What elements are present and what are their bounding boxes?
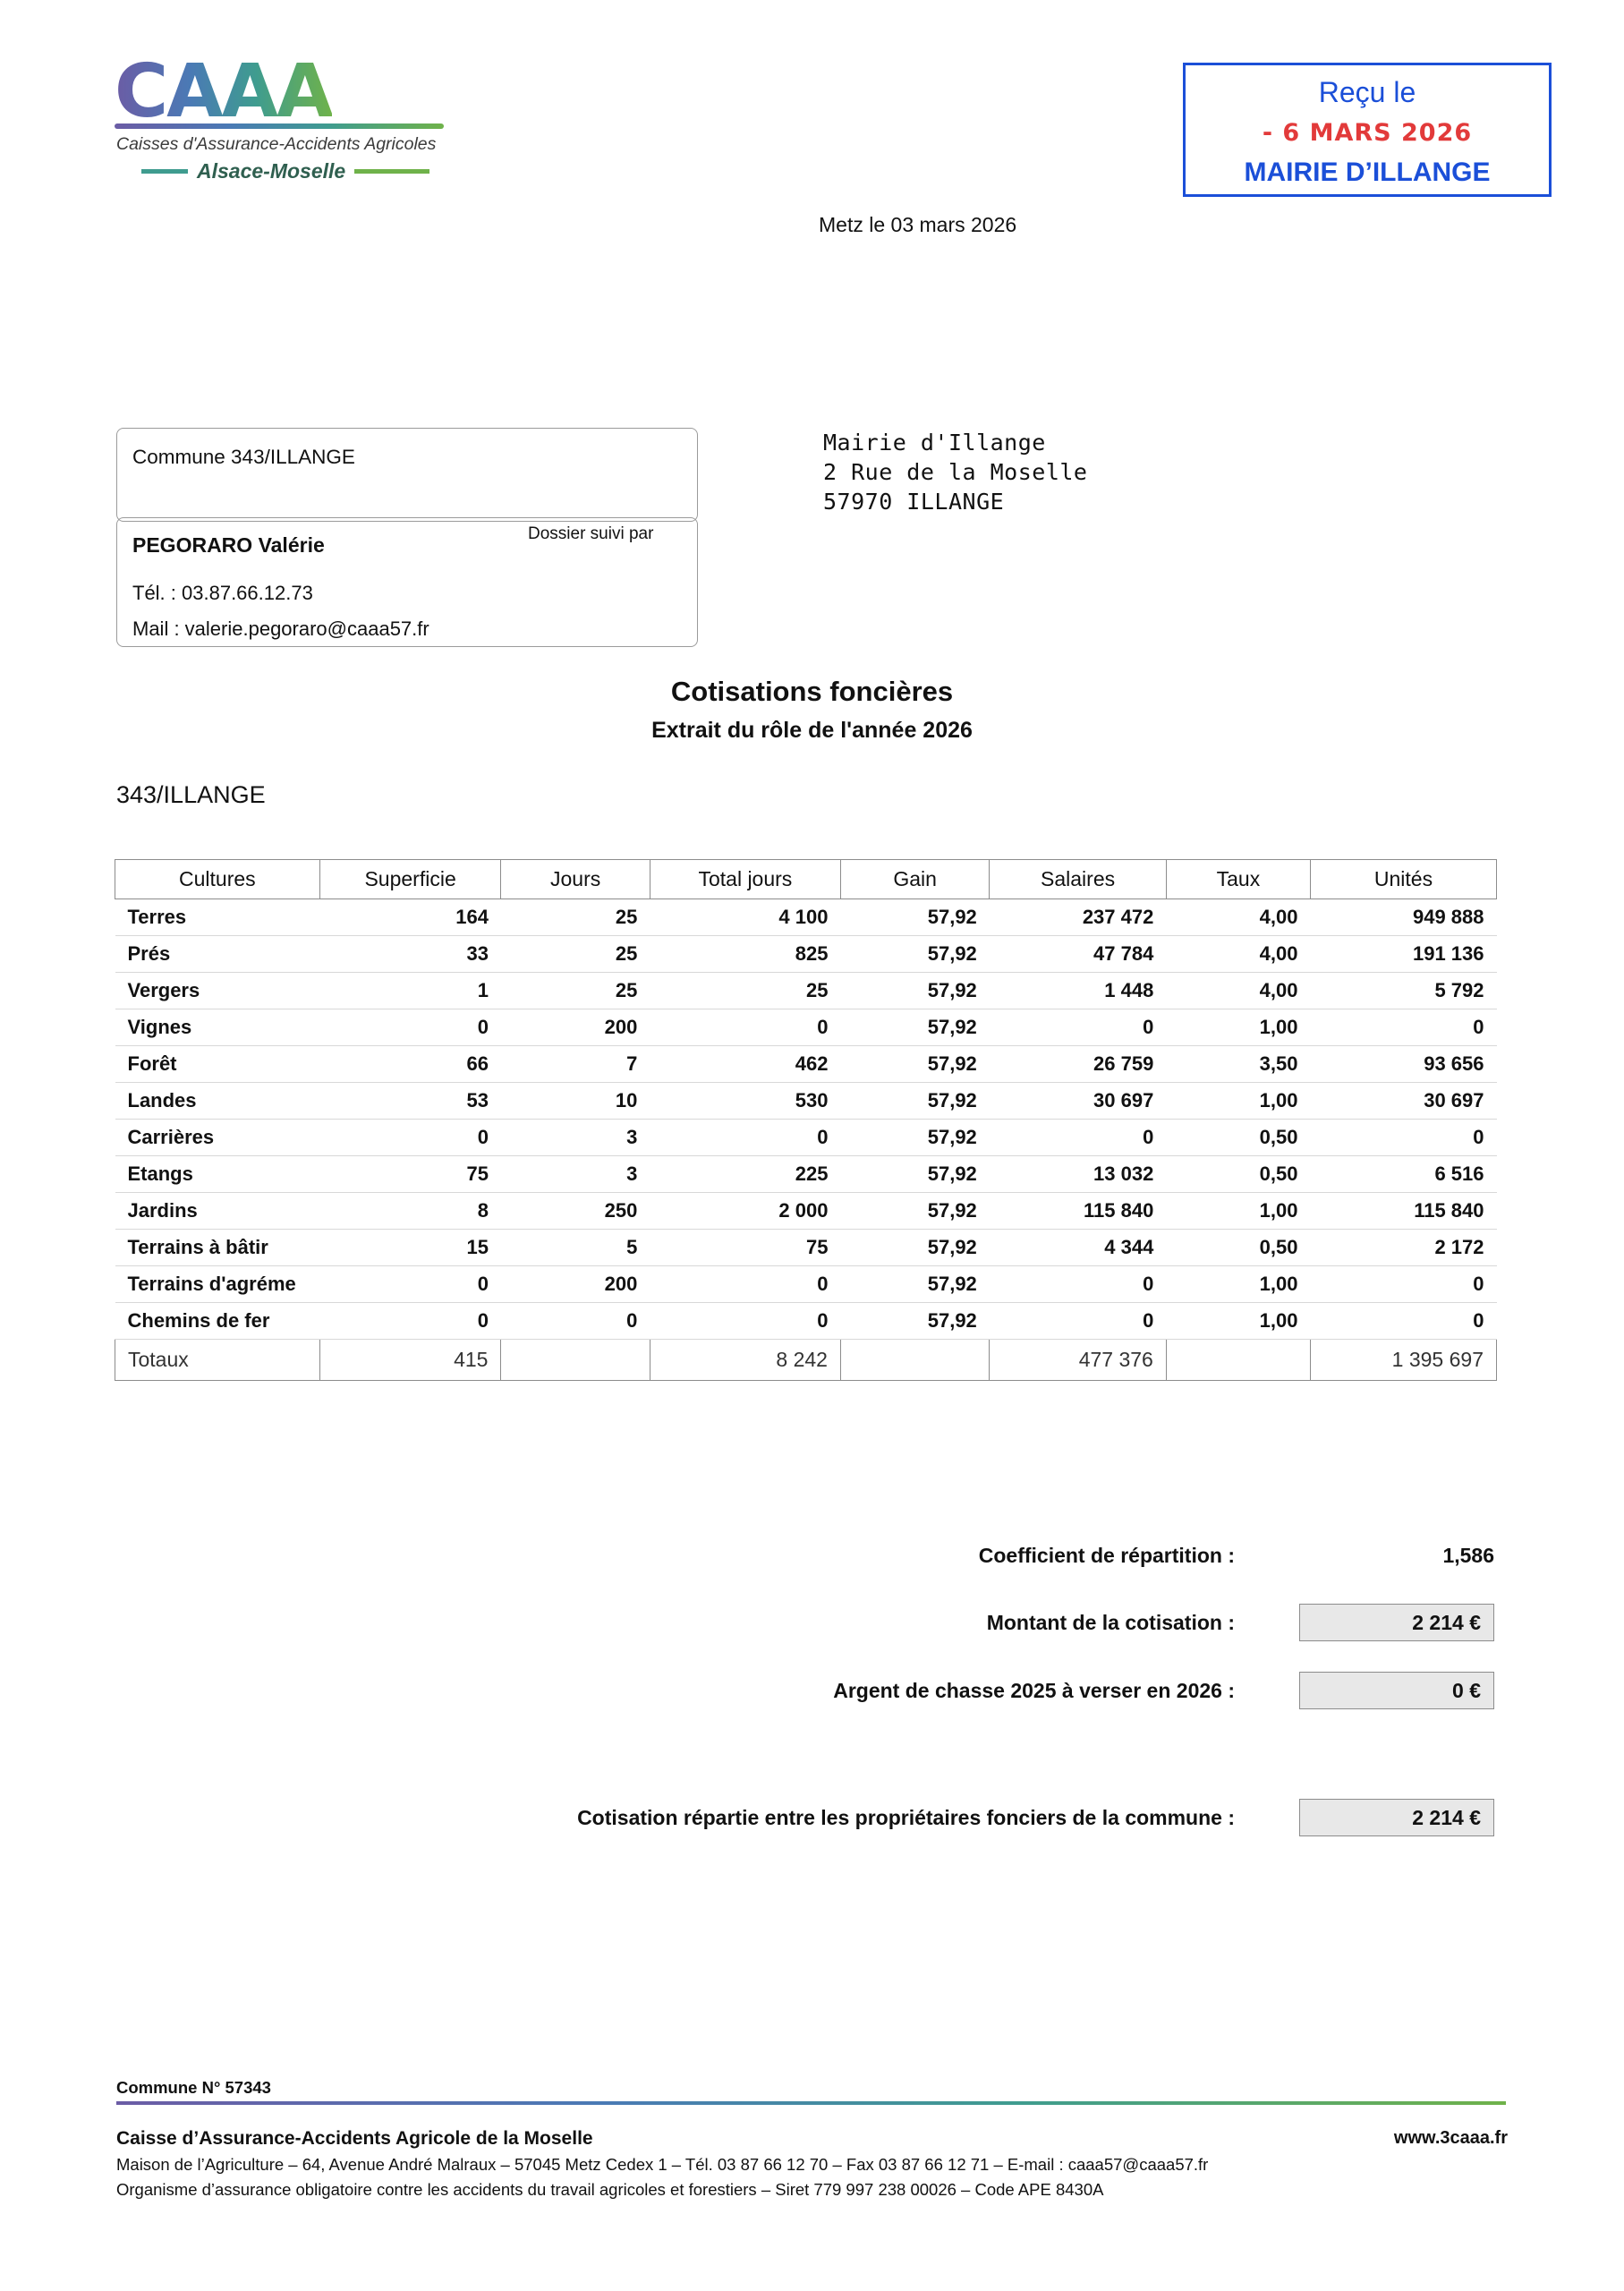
cell-taux: 0,50 <box>1166 1120 1310 1156</box>
cell-taux: 1,00 <box>1166 1083 1310 1120</box>
cell-taux: 4,00 <box>1166 899 1310 936</box>
cell-superficie: 1 <box>319 973 501 1009</box>
cell-salaires: 30 697 <box>990 1083 1167 1120</box>
recipient-address <box>823 428 1087 516</box>
cell-taux: 4,00 <box>1166 936 1310 973</box>
cell-total-jours: 0 <box>650 1009 840 1046</box>
cell-culture: Jardins <box>115 1193 320 1230</box>
cell-unites: 0 <box>1311 1009 1497 1046</box>
received-stamp <box>1183 63 1552 197</box>
totals-salaires: 477 376 <box>990 1340 1167 1381</box>
totals-unites: 1 395 697 <box>1311 1340 1497 1381</box>
col-header-total-jours: Total jours <box>650 860 840 899</box>
logo-dash-left-icon <box>141 169 188 174</box>
cell-culture: Landes <box>115 1083 320 1120</box>
totals-jours <box>501 1340 650 1381</box>
cell-total-jours: 0 <box>650 1120 840 1156</box>
recipient-line-3: 57970 ILLANGE <box>823 489 1005 515</box>
dossier-label: Dossier suivi par <box>528 524 654 543</box>
cell-total-jours: 825 <box>650 936 840 973</box>
footer-website: www.3caaa.fr <box>1393 2128 1508 2148</box>
cell-unites: 6 516 <box>1311 1156 1497 1193</box>
table-row <box>115 1083 1497 1120</box>
table-totals-row <box>115 1340 1497 1381</box>
cell-culture: Carrières <box>115 1120 320 1156</box>
cell-salaires: 26 759 <box>990 1046 1167 1083</box>
stamp-received-label: Reçu le <box>1318 76 1416 108</box>
cell-salaires: 4 344 <box>990 1230 1167 1266</box>
cell-gain: 57,92 <box>840 1193 989 1230</box>
cell-superficie: 164 <box>319 899 501 936</box>
cell-taux: 0,50 <box>1166 1156 1310 1193</box>
issue-date: Metz le 03 mars 2026 <box>819 213 1017 236</box>
cell-culture: Etangs <box>115 1156 320 1193</box>
cell-unites: 0 <box>1311 1303 1497 1340</box>
repartie-value: 2 214 € <box>1299 1799 1494 1836</box>
cotisations-table <box>115 859 1497 1381</box>
cell-culture: Terrains à bâtir <box>115 1230 320 1266</box>
cell-gain: 57,92 <box>840 1009 989 1046</box>
table-row <box>115 1046 1497 1083</box>
cell-jours: 7 <box>501 1046 650 1083</box>
commune-label: Commune 343/ILLANGE <box>132 446 355 468</box>
cell-jours: 250 <box>501 1193 650 1230</box>
cell-unites: 2 172 <box>1311 1230 1497 1266</box>
cell-jours: 200 <box>501 1266 650 1303</box>
cell-jours: 3 <box>501 1156 650 1193</box>
cell-superficie: 75 <box>319 1156 501 1193</box>
totals-total-jours: 8 242 <box>650 1340 840 1381</box>
repartie-label: Cotisation répartie entre les propriétaires fonciers de la commune : <box>577 1806 1235 1829</box>
col-header-cultures: Cultures <box>115 860 320 899</box>
cell-total-jours: 530 <box>650 1083 840 1120</box>
cell-taux: 1,00 <box>1166 1193 1310 1230</box>
cell-jours: 25 <box>501 936 650 973</box>
cell-gain: 57,92 <box>840 1266 989 1303</box>
cell-superficie: 0 <box>319 1266 501 1303</box>
footer-commune-number: Commune N° 57343 <box>116 2078 271 2097</box>
cell-taux: 3,50 <box>1166 1046 1310 1083</box>
table-row <box>115 1230 1497 1266</box>
cell-culture: Terrains d'agréme <box>115 1266 320 1303</box>
cell-jours: 3 <box>501 1120 650 1156</box>
page-subtitle: Extrait du rôle de l'année 2026 <box>651 718 973 743</box>
cell-taux: 4,00 <box>1166 973 1310 1009</box>
cell-salaires: 0 <box>990 1266 1167 1303</box>
table-row <box>115 1156 1497 1193</box>
cell-taux: 1,00 <box>1166 1266 1310 1303</box>
cell-total-jours: 462 <box>650 1046 840 1083</box>
cell-salaires: 0 <box>990 1120 1167 1156</box>
cell-jours: 10 <box>501 1083 650 1120</box>
cell-unites: 191 136 <box>1311 936 1497 973</box>
caaa-logo <box>115 49 499 183</box>
logo-acronym: CAAA <box>115 49 332 134</box>
table-row <box>115 1303 1497 1340</box>
cell-gain: 57,92 <box>840 1156 989 1193</box>
cell-superficie: 15 <box>319 1230 501 1266</box>
cell-salaires: 0 <box>990 1303 1167 1340</box>
table-row <box>115 936 1497 973</box>
stamp-received-date: - 6 MARS 2026 <box>1262 119 1473 147</box>
cell-culture: Terres <box>115 899 320 936</box>
totals-gain <box>840 1340 989 1381</box>
cell-gain: 57,92 <box>840 1230 989 1266</box>
agent-name: PEGORARO Valérie <box>132 533 325 557</box>
cell-jours: 5 <box>501 1230 650 1266</box>
cell-superficie: 53 <box>319 1083 501 1120</box>
chasse-value: 0 € <box>1299 1672 1494 1709</box>
cell-salaires: 0 <box>990 1009 1167 1046</box>
col-header-gain: Gain <box>840 860 989 899</box>
recipient-line-2: 2 Rue de la Moselle <box>823 459 1088 485</box>
cell-unites: 30 697 <box>1311 1083 1497 1120</box>
cell-unites: 0 <box>1311 1120 1497 1156</box>
table-header-row <box>115 860 1497 899</box>
col-header-superficie: Superficie <box>319 860 501 899</box>
cell-gain: 57,92 <box>840 1046 989 1083</box>
cell-taux: 1,00 <box>1166 1303 1310 1340</box>
cell-superficie: 66 <box>319 1046 501 1083</box>
montant-value: 2 214 € <box>1299 1604 1494 1641</box>
col-header-jours: Jours <box>501 860 650 899</box>
chasse-label: Argent de chasse 2025 à verser en 2026 : <box>833 1679 1235 1702</box>
cell-salaires: 13 032 <box>990 1156 1167 1193</box>
cell-total-jours: 25 <box>650 973 840 1009</box>
commune-code: 343/ILLANGE <box>116 781 266 808</box>
commune-box <box>116 428 698 522</box>
agent-phone: Tél. : 03.87.66.12.73 <box>132 582 313 604</box>
cell-unites: 93 656 <box>1311 1046 1497 1083</box>
cell-superficie: 8 <box>319 1193 501 1230</box>
table-row <box>115 973 1497 1009</box>
footer-org-name: Caisse d’Assurance-Accidents Agricole de la Moselle <box>116 2128 593 2149</box>
table-row <box>115 899 1497 936</box>
page-title: Cotisations foncières <box>670 676 954 707</box>
cell-total-jours: 0 <box>650 1303 840 1340</box>
cell-unites: 0 <box>1311 1266 1497 1303</box>
cell-unites: 115 840 <box>1311 1193 1497 1230</box>
cell-total-jours: 4 100 <box>650 899 840 936</box>
cell-gain: 57,92 <box>840 973 989 1009</box>
cell-superficie: 0 <box>319 1120 501 1156</box>
table-row <box>115 1120 1497 1156</box>
cell-culture: Forêt <box>115 1046 320 1083</box>
col-header-unites: Unités <box>1311 860 1497 899</box>
table-row <box>115 1266 1497 1303</box>
cell-salaires: 115 840 <box>990 1193 1167 1230</box>
cell-culture: Vergers <box>115 973 320 1009</box>
stamp-authority: MAIRIE D’ILLANGE <box>1244 158 1491 187</box>
logo-region: Alsace-Moselle <box>197 159 346 183</box>
cell-total-jours: 0 <box>650 1266 840 1303</box>
cell-jours: 200 <box>501 1009 650 1046</box>
coefficient-value: 1,586 <box>1442 1544 1494 1567</box>
cell-total-jours: 75 <box>650 1230 840 1266</box>
cell-gain: 57,92 <box>840 1303 989 1340</box>
cell-salaires: 1 448 <box>990 973 1167 1009</box>
logo-subtitle: Caisses d'Assurance-Accidents Agricoles <box>116 134 437 154</box>
logo-dash-right-icon <box>354 169 429 174</box>
cell-taux: 1,00 <box>1166 1009 1310 1046</box>
cell-culture: Chemins de fer <box>115 1303 320 1340</box>
coefficient-label: Coefficient de répartition : <box>978 1544 1235 1567</box>
col-header-salaires: Salaires <box>990 860 1167 899</box>
cell-gain: 57,92 <box>840 936 989 973</box>
recipient-line-1: Mairie d'Illange <box>823 430 1046 456</box>
cell-total-jours: 2 000 <box>650 1193 840 1230</box>
cell-salaires: 237 472 <box>990 899 1167 936</box>
footer-divider <box>116 2101 1506 2105</box>
cell-gain: 57,92 <box>840 1083 989 1120</box>
cotisations-table-wrapper <box>115 859 1497 1381</box>
cell-unites: 949 888 <box>1311 899 1497 936</box>
cell-superficie: 33 <box>319 936 501 973</box>
logo-region-row <box>141 159 499 183</box>
totals-superficie: 415 <box>319 1340 501 1381</box>
cell-unites: 5 792 <box>1311 973 1497 1009</box>
montant-label: Montant de la cotisation : <box>986 1611 1235 1634</box>
cell-culture: Vignes <box>115 1009 320 1046</box>
cell-jours: 25 <box>501 973 650 1009</box>
cell-total-jours: 225 <box>650 1156 840 1193</box>
cell-culture: Prés <box>115 936 320 973</box>
col-header-taux: Taux <box>1166 860 1310 899</box>
totals-label: Totaux <box>115 1340 320 1381</box>
footer-legal: Organisme d’assurance obligatoire contre les accidents du travail agricoles et forestiers – Siret 779 997 238 00026 – Code APE 8430A <box>116 2180 1104 2199</box>
cell-jours: 0 <box>501 1303 650 1340</box>
cell-jours: 25 <box>501 899 650 936</box>
footer-address: Maison de l’Agriculture – 64, Avenue André Malraux – 57045 Metz Cedex 1 – Tél. 03 87 66 12 70 – Fax 03 87 66 12 71 – E-mail : caaa57@caaa57.fr <box>116 2155 1209 2174</box>
cell-salaires: 47 784 <box>990 936 1167 973</box>
totals-taux <box>1166 1340 1310 1381</box>
cell-superficie: 0 <box>319 1009 501 1046</box>
table-row <box>115 1009 1497 1046</box>
cell-gain: 57,92 <box>840 1120 989 1156</box>
agent-mail: Mail : valerie.pegoraro@caaa57.fr <box>132 617 429 640</box>
table-row <box>115 1193 1497 1230</box>
cell-superficie: 0 <box>319 1303 501 1340</box>
cell-gain: 57,92 <box>840 899 989 936</box>
cell-taux: 0,50 <box>1166 1230 1310 1266</box>
